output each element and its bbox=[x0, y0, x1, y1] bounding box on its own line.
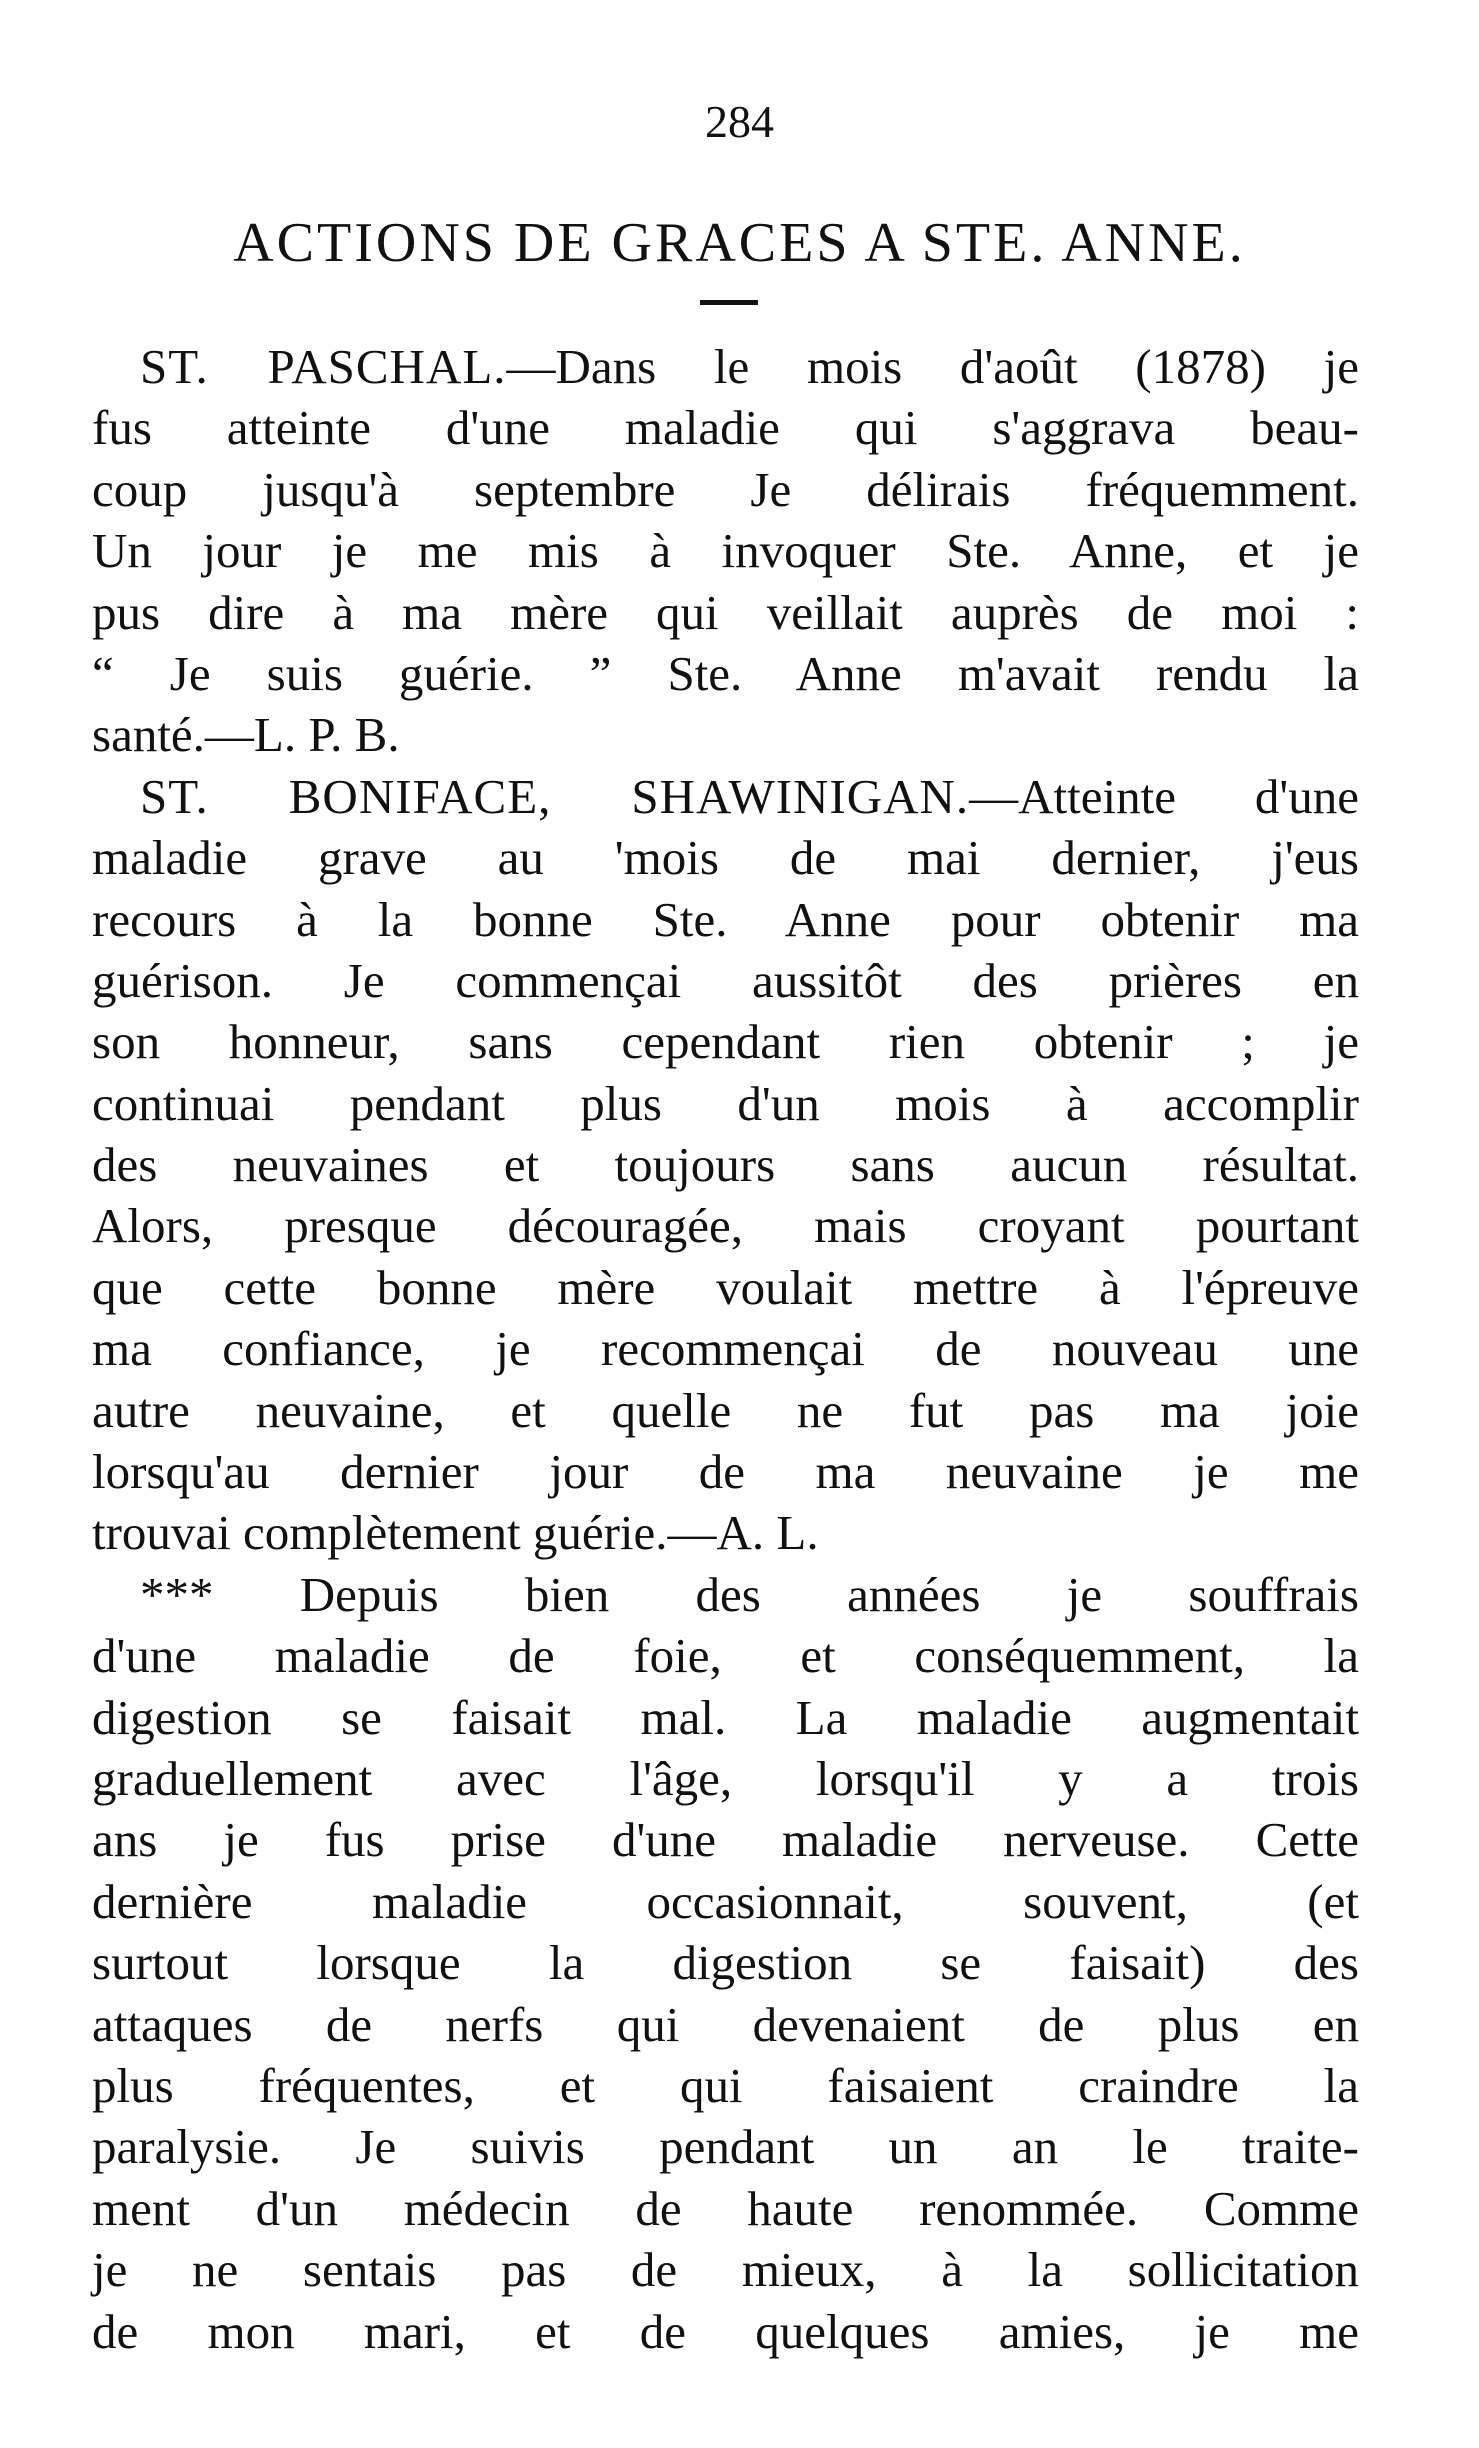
text-line: maladie grave au 'mois de mai dernier, j'eus bbox=[92, 830, 1359, 886]
text-line: plus fréquentes, et qui faisaient craindre la bbox=[92, 2057, 1359, 2113]
text-line: guérison. Je commençai aussitôt des prières en bbox=[92, 952, 1359, 1008]
text-line: coup jusqu'à septembre Je délirais fréquemment. bbox=[92, 461, 1359, 517]
text-line: son honneur, sans cependant rien obtenir ; je bbox=[92, 1014, 1359, 1070]
paragraph-lead: ST. BONIFACE, SHAWINIGAN. bbox=[140, 768, 970, 824]
text-line: recours à la bonne Ste. Anne pour obtenir ma bbox=[92, 891, 1359, 947]
text-line: trouvai complètement guérie.—A. L. bbox=[92, 1505, 819, 1561]
title-rule bbox=[700, 300, 758, 305]
text-line: ment d'un médecin de haute renommée. Comme bbox=[92, 2180, 1359, 2236]
text-line: dernière maladie occasionnait, souvent, (et bbox=[92, 1873, 1359, 1929]
text-line: Un jour je me mis à invoquer Ste. Anne, et je bbox=[92, 523, 1359, 579]
body-text bbox=[92, 336, 1359, 2362]
text-line: graduellement avec l'âge, lorsqu'il y a trois bbox=[92, 1750, 1359, 1806]
text-line: santé.—L. P. B. bbox=[92, 707, 400, 763]
text-line: surtout lorsque la digestion se faisait) des bbox=[92, 1935, 1359, 1991]
text-line: ma confiance, je recommençai de nouveau une bbox=[92, 1321, 1359, 1377]
text-line: ST. PASCHAL.—Dans le mois d'août (1878) je bbox=[140, 339, 1359, 394]
text-line: “ Je suis guérie. ” Ste. Anne m'avait rendu la bbox=[92, 645, 1359, 701]
text-line: ST. BONIFACE, SHAWINIGAN.—Atteinte d'une bbox=[140, 768, 1359, 824]
text-line: fus atteinte d'une maladie qui s'aggrava beau- bbox=[92, 400, 1359, 456]
text-line: Alors, presque découragée, mais croyant pourtant bbox=[92, 1198, 1359, 1254]
text-line: autre neuvaine, et quelle ne fut pas ma joie bbox=[92, 1382, 1359, 1438]
text-line: ans je fus prise d'une maladie nerveuse. Cette bbox=[92, 1812, 1359, 1868]
text-line: attaques de nerfs qui devenaient de plus en bbox=[92, 1996, 1359, 2052]
running-title: ACTIONS DE GRACES A STE. ANNE. bbox=[233, 212, 1246, 274]
text-line: paralysie. Je suivis pendant un an le traite- bbox=[92, 2119, 1359, 2175]
text-line: je ne sentais pas de mieux, à la sollicitation bbox=[92, 2242, 1359, 2298]
text-line: pus dire à ma mère qui veillait auprès de moi : bbox=[92, 584, 1359, 640]
asterism: *** bbox=[140, 1566, 214, 1622]
text-line: lorsqu'au dernier jour de ma neuvaine je me bbox=[92, 1444, 1359, 1500]
text-line: d'une maladie de foie, et conséquemment, la bbox=[92, 1628, 1359, 1684]
text-line: que cette bonne mère voulait mettre à l'épreuve bbox=[92, 1259, 1359, 1315]
text-line: continuai pendant plus d'un mois à accomplir bbox=[92, 1075, 1359, 1131]
text-line: digestion se faisait mal. La maladie augmentait bbox=[92, 1689, 1359, 1745]
text-line: des neuvaines et toujours sans aucun résultat. bbox=[92, 1137, 1359, 1193]
paragraph-lead: ST. PASCHAL. bbox=[140, 339, 507, 394]
text-line: de mon mari, et de quelques amies, je me bbox=[92, 2303, 1359, 2359]
text-line: *** Depuis bien des années je souffrais bbox=[140, 1566, 1359, 1622]
page-number: 284 bbox=[705, 96, 774, 147]
